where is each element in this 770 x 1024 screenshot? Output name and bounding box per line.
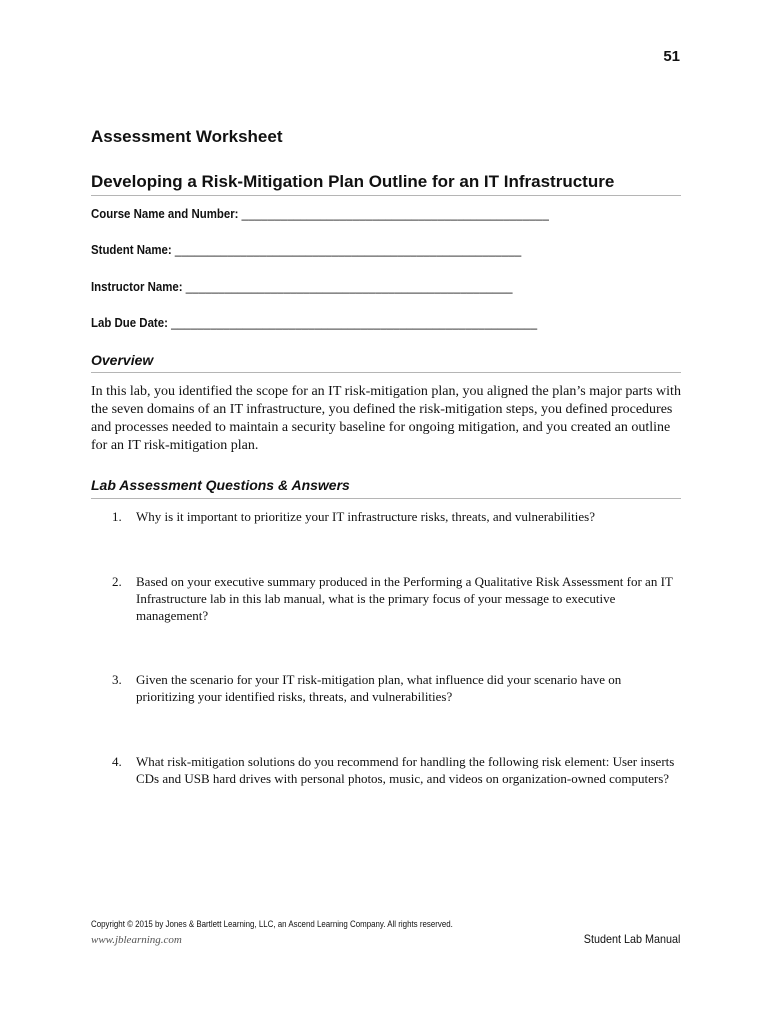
instructor-name-label: Instructor Name:	[91, 279, 183, 294]
question-item	[112, 508, 682, 525]
lab-assessment-divider	[91, 498, 681, 499]
lab-due-date-field[interactable]	[91, 315, 537, 330]
worksheet-title: Assessment Worksheet	[91, 127, 283, 146]
course-name-field[interactable]	[91, 206, 549, 221]
course-name-label: Course Name and Number:	[91, 206, 239, 221]
overview-text: In this lab, you identified the scope for an IT risk-mitigation plan, you aligned the plan’s major parts with the seven domains of an IT infrastructure, you defined the risk-mitigation steps, you defined procedures and processes needed to maintain a security baseline for ongoing mitigation, and you created an outline for an IT risk-mitigation plan.	[91, 384, 681, 453]
lab-due-date-label: Lab Due Date:	[91, 315, 168, 330]
title-divider	[91, 195, 681, 196]
publisher-website: www.jblearning.com	[91, 934, 182, 946]
question-number: 4.	[112, 754, 122, 769]
lab-due-date-blank[interactable]: ________________________________________________________	[171, 315, 538, 330]
question-item	[112, 573, 682, 624]
overview-divider	[91, 372, 681, 373]
page-title: Developing a Risk-Mitigation Plan Outline for an IT Infrastructure	[91, 172, 615, 191]
manual-title: Student Lab Manual	[583, 932, 680, 946]
question-item	[112, 671, 682, 705]
student-name-label: Student Name:	[91, 242, 172, 257]
question-item	[112, 753, 682, 787]
student-name-blank[interactable]: _____________________________________________________	[174, 242, 522, 257]
lab-assessment-heading: Lab Assessment Questions & Answers	[91, 477, 350, 493]
question-number: 2.	[112, 574, 122, 589]
student-name-field[interactable]	[91, 242, 521, 257]
page-number: 51	[663, 48, 680, 65]
question-text: Based on your executive summary produced in the Performing a Qualitative Risk Assessment for an IT Infrastructure lab in this lab manual, what is the primary focus of your message to executive management?	[136, 574, 673, 623]
question-text: Given the scenario for your IT risk-mitigation plan, what influence did your scenario have on prioritizing your identified risks, threats, and vulnerabilities?	[136, 672, 622, 704]
question-text: What risk-mitigation solutions do you recommend for handling the following risk element: User inserts CDs and USB hard drives with personal photos, music, and videos on organization-owned computers?	[136, 754, 675, 786]
instructor-name-blank[interactable]: __________________________________________________	[185, 279, 513, 294]
question-text: Why is it important to prioritize your IT infrastructure risks, threats, and vulnerabilities?	[136, 509, 595, 524]
course-name-blank[interactable]: _______________________________________________	[241, 206, 549, 221]
overview-heading: Overview	[91, 352, 154, 368]
question-number: 3.	[112, 672, 122, 687]
copyright-notice: Copyright © 2015 by Jones & Bartlett Learning, LLC, an Ascend Learning Company. All rights reserved.	[91, 919, 453, 929]
instructor-name-field[interactable]	[91, 279, 513, 294]
question-number: 1.	[112, 509, 122, 524]
